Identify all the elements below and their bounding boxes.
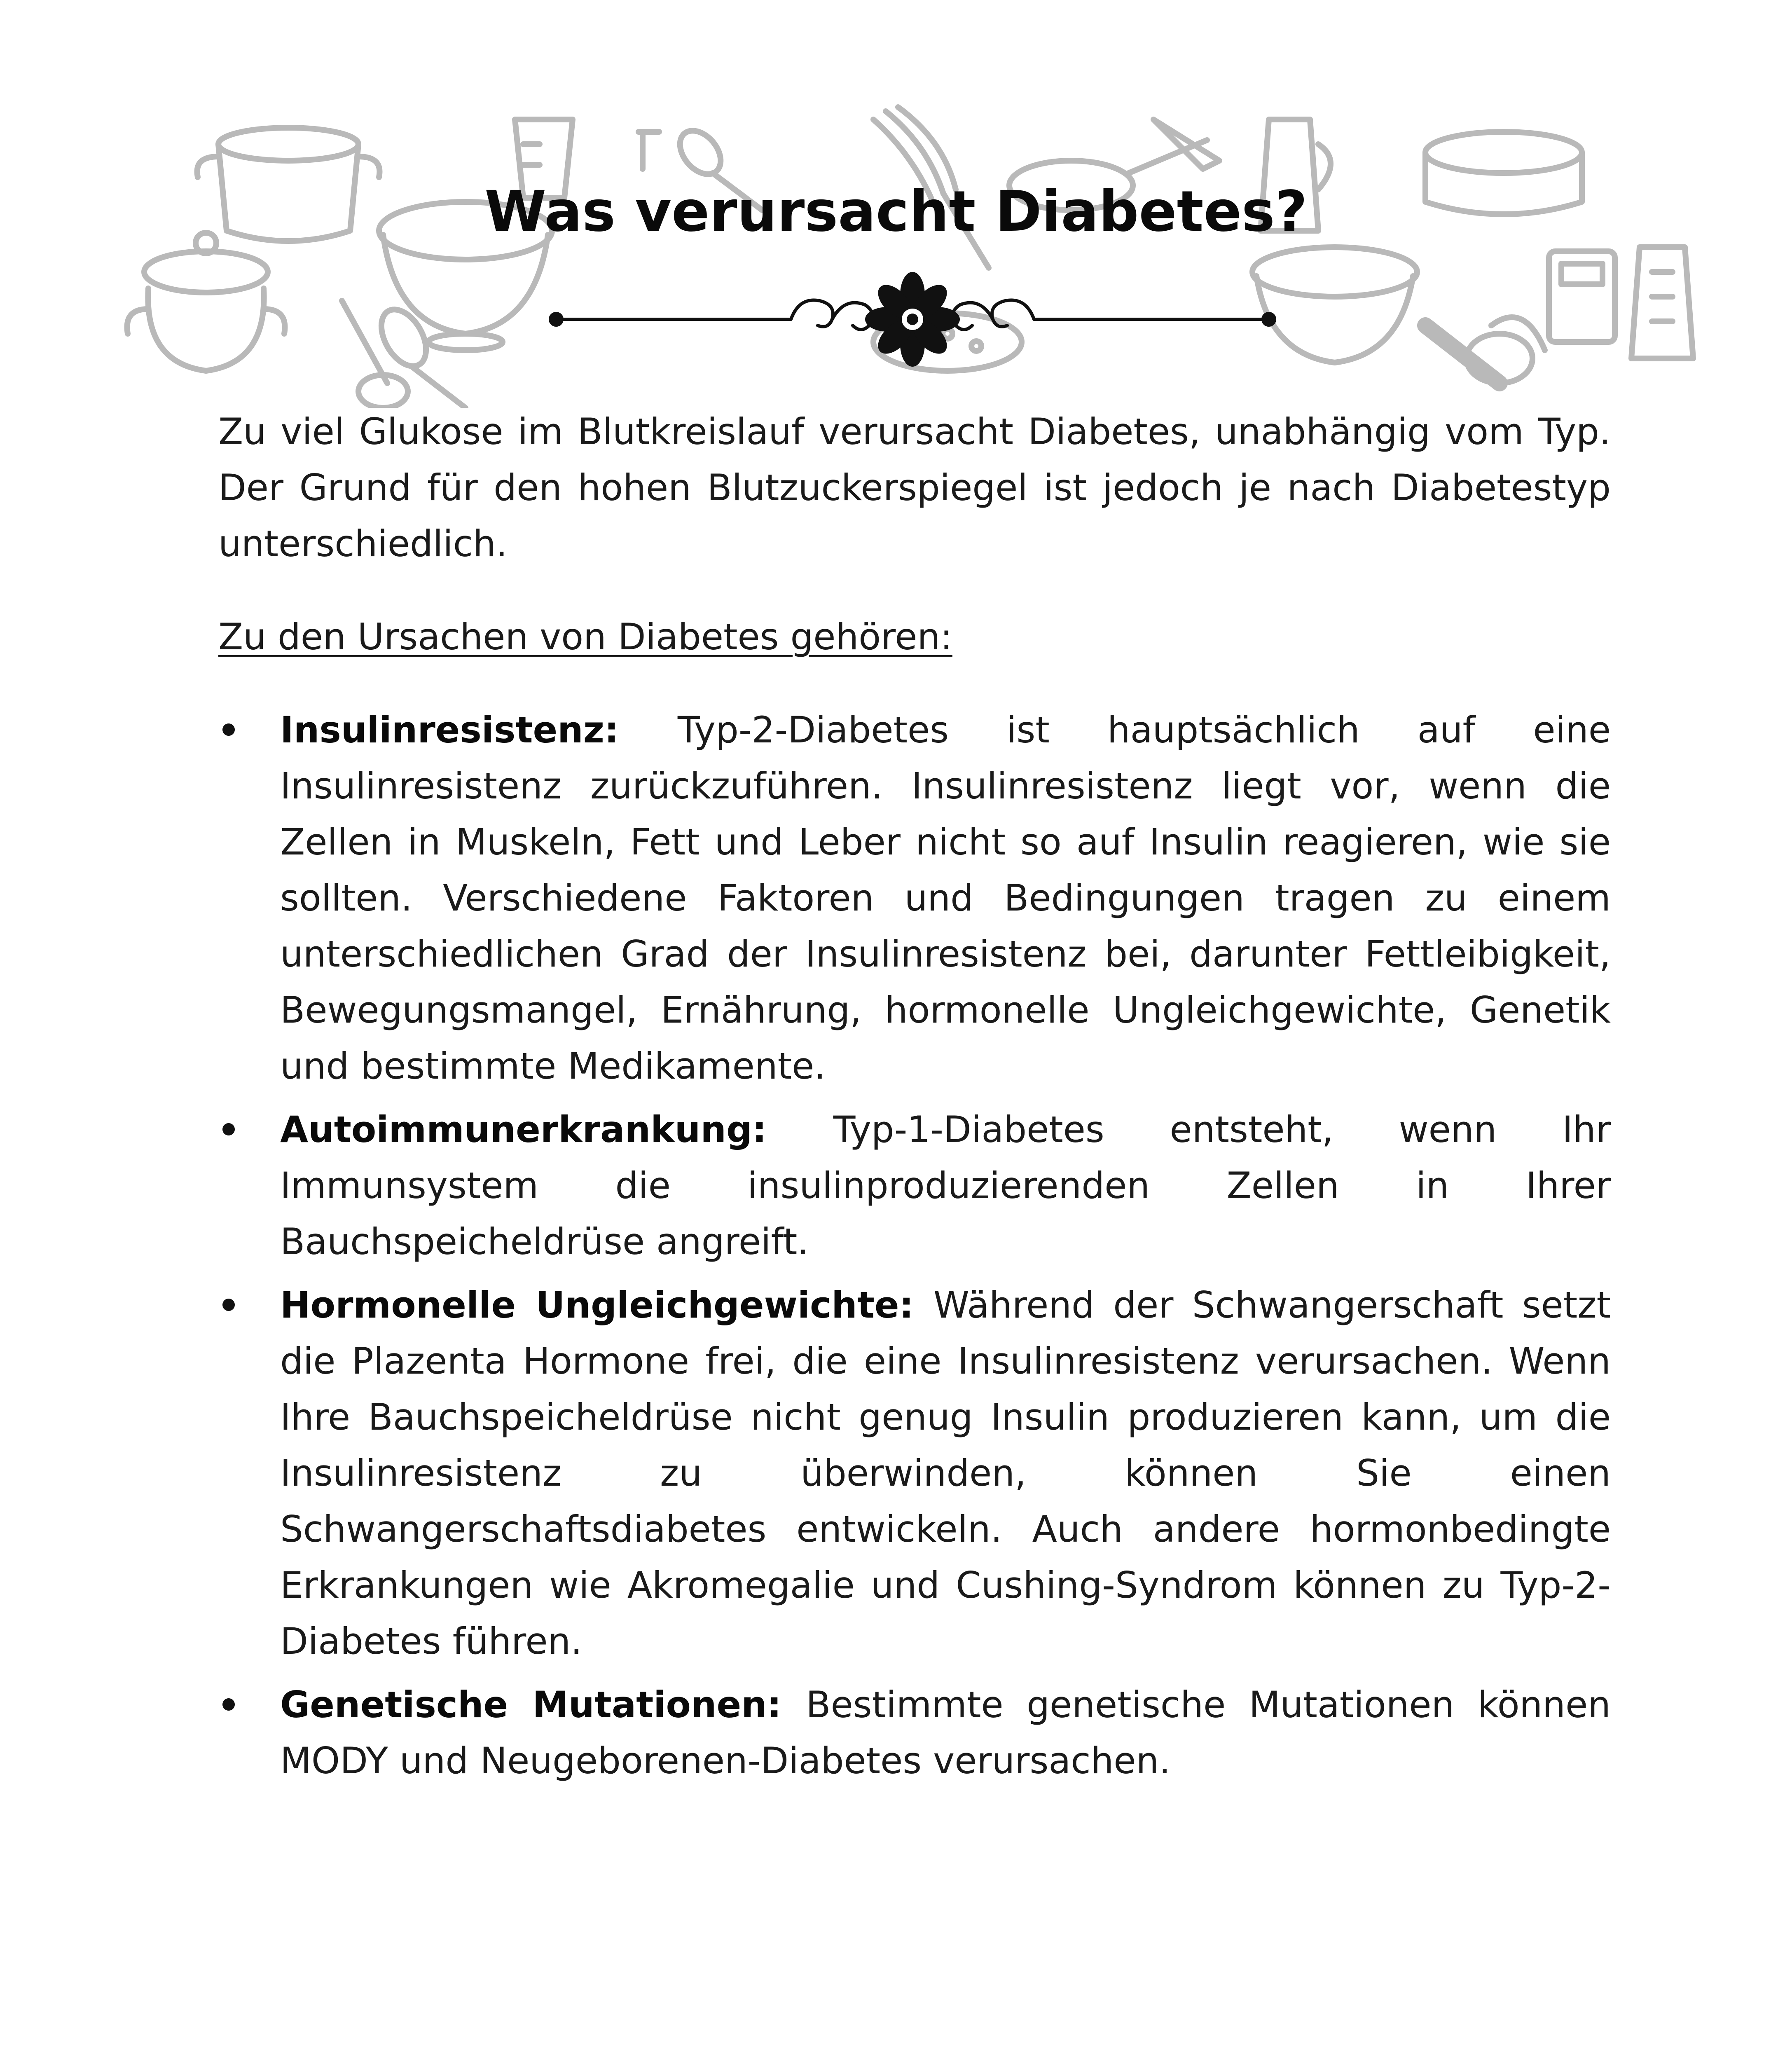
ladle-icon xyxy=(1467,317,1545,383)
cause-term: Insulinresistenz: xyxy=(280,709,678,751)
flower-ornament-icon xyxy=(865,272,960,367)
cause-text: Typ-2-Diabetes ist hauptsächlich auf eine Insulinresistenz zurückzuführen. Insulinresistenz liegt vor, wenn die Zellen in Muskeln, Fett und Leber nicht so auf Insulin reagieren, wie sie sollten. Verschiedene Faktoren und Bedingungen tragen zu einem unterschiedlichen Grad der Insulinresistenz bei, darunter Fettleibigkeit, Bewegungsmangel, Ernährung, hormonelle Ungleichgewichte, Genetik und bestimmte Medikamente. xyxy=(280,709,1611,1087)
bullet-icon xyxy=(222,1299,235,1311)
cause-text: Während der Schwangerschaft setzt die Plazenta Hormone frei, die eine Insulinresistenz verursachen. Wenn Ihre Bauchspeicheldrüse nicht genug Insulin produzieren kann, um die Insulinresistenz zu überwinden, können Sie einen Schwangerschaftsdiabetes entwickeln. Auch andere hormonbedingte Erkrankungen wie Akromegalie und Cushing-Syndrom können zu Typ-2-Diabetes führen. xyxy=(280,1284,1611,1662)
bullet-icon xyxy=(222,1698,235,1711)
rolling-pin-icon xyxy=(1425,325,1500,383)
title-divider-ornament xyxy=(544,272,1281,367)
knife-icon xyxy=(1153,119,1219,169)
cause-term: Autoimmunerkrankung: xyxy=(280,1108,833,1151)
cooking-pot-icon xyxy=(127,233,285,371)
list-item xyxy=(218,1277,1611,1669)
causes-heading: Zu den Ursachen von Diabetes gehören: xyxy=(218,616,952,658)
cause-text: Bestimmte genetische Mutationen können MODY und Neugeborenen-Diabetes verursachen. xyxy=(280,1683,1611,1782)
intro-paragraph: Zu viel Glukose im Blutkreislauf verursacht Diabetes, unabhängig vom Typ. Der Grund für den hohen Blutzuckerspiegel ist jedoch je nach Diabetestyp unterschiedlich. xyxy=(218,410,1611,565)
causes-list xyxy=(218,702,1611,1789)
list-item xyxy=(218,1677,1611,1789)
ladle-icon xyxy=(342,301,408,408)
cause-term: Hormonelle Ungleichgewichte: xyxy=(280,1284,933,1326)
cause-text: Typ-1-Diabetes entsteht, wenn Ihr Immunsystem die insulinproduzierenden Zellen in Ihrer Bauchspeicheldrüse angreift. xyxy=(280,1108,1611,1263)
main-content xyxy=(218,404,1611,1796)
list-item xyxy=(218,702,1611,1094)
page-title: Was verursacht Diabetes? xyxy=(484,179,1308,244)
grater-icon xyxy=(1631,247,1693,358)
list-item xyxy=(218,1102,1611,1270)
cause-term: Genetische Mutationen: xyxy=(280,1683,806,1726)
bullet-icon xyxy=(222,1123,235,1135)
bullet-icon xyxy=(222,723,235,736)
fork-icon xyxy=(639,132,659,169)
spoon-icon xyxy=(372,302,466,408)
scale-icon xyxy=(1549,251,1615,342)
